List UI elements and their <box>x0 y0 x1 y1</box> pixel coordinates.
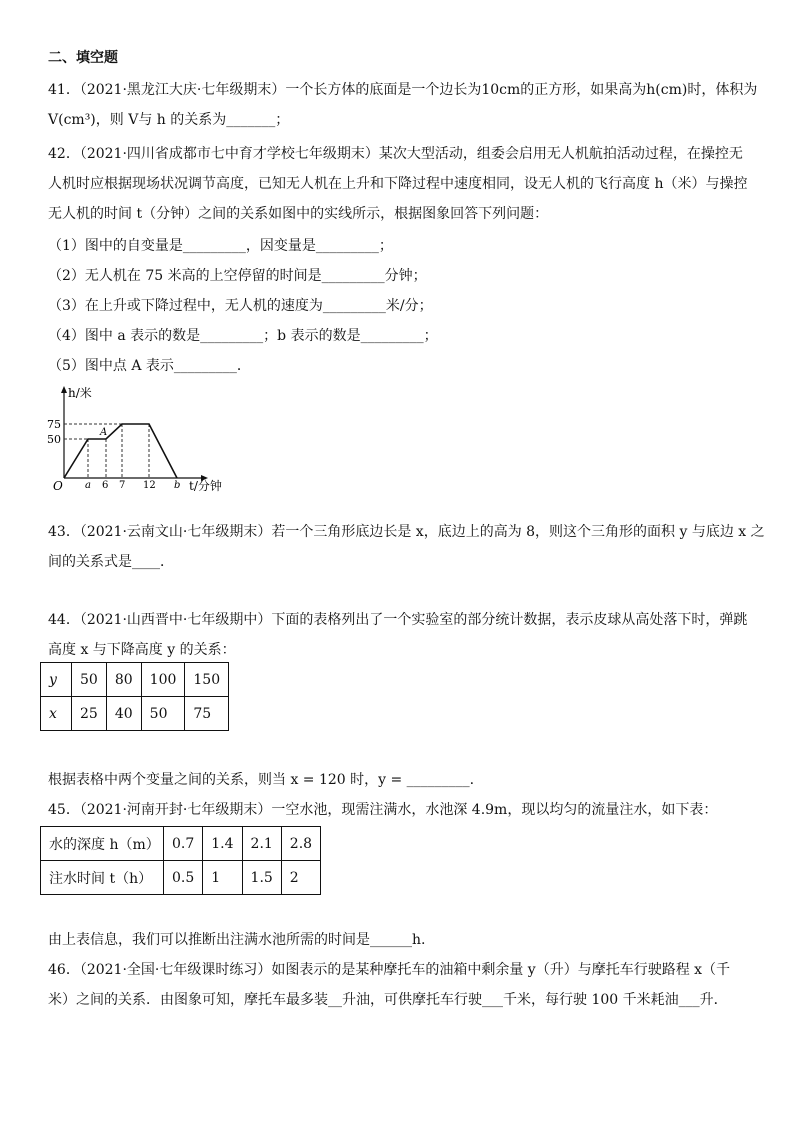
table-cell: x <box>41 697 72 731</box>
table-cell: 2.1 <box>242 827 281 861</box>
table-cell: 注水时间 t（h） <box>41 861 164 895</box>
y-axis-arrow <box>61 386 67 393</box>
q45-table <box>40 826 321 895</box>
table-cell: 50 <box>141 697 185 731</box>
table-cell: 1.4 <box>203 827 242 861</box>
table-cell: 2.8 <box>281 827 320 861</box>
q44-table <box>40 662 229 731</box>
q41-line2: V(cm³)，则 V与 h 的关系为_______； <box>48 112 290 128</box>
table-cell: 水的深度 h（m） <box>41 827 164 861</box>
q42-line1: 42．（2021·四川省成都市七中育才学校七年级期末）某次大型活动，组委会启用无人机航拍活动过程，在操控无 <box>48 146 743 162</box>
q46-line1: 46．（2021·全国·七年级课时练习）如图表示的是某种摩托车的油箱中剩余量 y（升）与摩托车行驶路程 x（千 <box>48 962 731 978</box>
origin-label: O <box>53 479 63 493</box>
table-row <box>41 697 229 731</box>
table-row <box>41 861 321 895</box>
table-cell: 2 <box>281 861 320 895</box>
table-cell: 100 <box>141 663 185 697</box>
table-cell: 1 <box>203 861 242 895</box>
table-cell: 1.5 <box>242 861 281 895</box>
y-axis-label: h/米 <box>68 386 92 400</box>
x-axis-label: t/分钟 <box>189 479 222 493</box>
table-cell: 80 <box>106 663 141 697</box>
table-row <box>41 827 321 861</box>
x-tick-6: 6 <box>102 480 109 491</box>
x-tick-12: 12 <box>143 480 156 491</box>
q42-sub5: （5）图中点 A 表示_________． <box>48 358 251 374</box>
table-cell: 0.7 <box>164 827 203 861</box>
table-cell: 0.5 <box>164 861 203 895</box>
q42-line3: 无人机的时间 t（分钟）之间的关系如图中的实线所示，根据图象回答下列问题： <box>48 206 549 222</box>
q44-after: 根据表格中两个变量之间的关系，则当 x = 120 时，y = _________. <box>48 772 475 788</box>
q45-after: 由上表信息，我们可以推断出注满水池所需的时间是______h. <box>48 932 426 948</box>
q42-sub4: （4）图中 a 表示的数是_________；b 表示的数是_________； <box>48 328 438 344</box>
table-row <box>41 663 229 697</box>
y-tick-50: 50 <box>47 433 61 446</box>
q42-sub1: （1）图中的自变量是_________，因变量是_________； <box>48 238 393 254</box>
q41-line1: 41．（2021·黑龙江大庆·七年级期末）一个长方体的底面是一个边长为10cm的正方形，如果高为h(cm)时，体积为 <box>48 82 758 98</box>
q45-line1: 45．（2021·河南开封·七年级期末）一空水池，现需注满水，水池深 4.9m，现以均匀的流量注水，如下表： <box>48 802 718 818</box>
q44-line1: 44．（2021·山西晋中·七年级期中）下面的表格列出了一个实验室的部分统计数据，表示皮球从高处落下时，弹跳 <box>48 612 748 628</box>
y-tick-75: 75 <box>47 418 61 431</box>
section-title: 二、填空题 <box>48 50 118 66</box>
drone-height-graph <box>44 384 244 496</box>
q42-sub2: （2）无人机在 75 米高的上空停留的时间是_________分钟； <box>48 268 427 284</box>
q42-line2: 人机时应根据现场状况调节高度，已知无人机在上升和下降过程中速度相同，设无人机的飞行高度 h（米）与操控 <box>48 176 748 192</box>
q44-line2: 高度 x 与下降高度 y 的关系： <box>48 642 236 658</box>
table-cell: 75 <box>185 697 229 731</box>
height-curve <box>64 424 177 478</box>
table-cell: 150 <box>185 663 229 697</box>
table-cell: 50 <box>72 663 107 697</box>
table-cell: 25 <box>72 697 107 731</box>
q43-line1: 43．（2021·云南文山·七年级期末）若一个三角形底边长是 x，底边上的高为 8，则这个三角形的面积 y 与底边 x 之 <box>48 524 765 540</box>
table-cell: y <box>41 663 72 697</box>
x-tick-a: a <box>85 480 91 491</box>
q43-line2: 间的关系式是____． <box>48 554 174 570</box>
q46-line2: 米）之间的关系．由图象可知，摩托车最多装__升油，可供摩托车行驶___千米，每行驶 100 千米耗油___升． <box>48 992 728 1008</box>
x-tick-7: 7 <box>119 480 126 491</box>
table-cell: 40 <box>106 697 141 731</box>
point-a-label: A <box>100 427 108 438</box>
x-tick-b: b <box>174 480 181 491</box>
q42-sub3: （3）在上升或下降过程中，无人机的速度为_________米/分； <box>48 298 433 314</box>
